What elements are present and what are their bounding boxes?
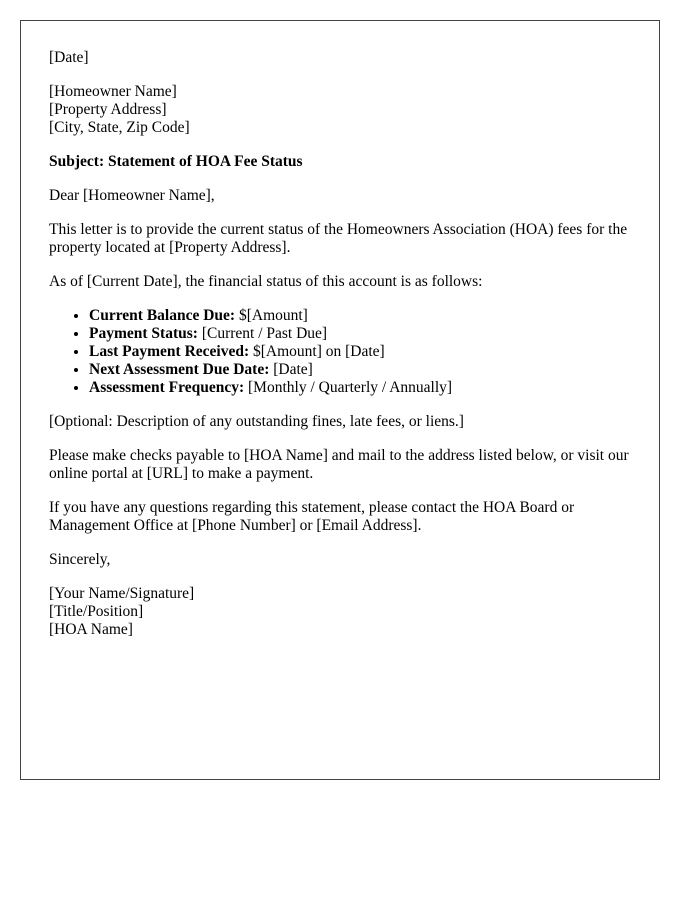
status-value: [Date] xyxy=(269,361,313,378)
signature-organization: [HOA Name] xyxy=(49,621,133,638)
signature-block xyxy=(49,585,631,639)
letter-page xyxy=(20,20,660,780)
recipient-address: [Property Address] xyxy=(49,101,167,118)
status-label: Payment Status: xyxy=(89,325,198,342)
letter-date: [Date] xyxy=(49,49,89,66)
status-value: [Monthly / Quarterly / Annually] xyxy=(244,379,453,396)
closing: Sincerely, xyxy=(49,551,111,568)
salutation: Dear [Homeowner Name], xyxy=(49,187,215,204)
status-item-last-payment xyxy=(89,343,631,361)
status-item-next-due-date xyxy=(89,361,631,379)
recipient-city-state-zip: [City, State, Zip Code] xyxy=(49,119,190,136)
status-value: [Current / Past Due] xyxy=(197,325,328,342)
status-value: $[Amount] xyxy=(235,307,308,324)
status-intro: As of [Current Date], the financial status of this account is as follows: xyxy=(49,273,483,290)
intro-paragraph: This letter is to provide the current status of the Homeowners Association (HOA) fees for the property located at [Property Address]. xyxy=(49,221,628,256)
status-label: Next Assessment Due Date: xyxy=(89,361,270,378)
questions-paragraph: If you have any questions regarding this statement, please contact the HOA Board or Management Office at [Phone Number] or [Email Address]. xyxy=(49,499,575,534)
status-label: Current Balance Due: xyxy=(89,307,236,324)
status-item-current-balance xyxy=(89,307,631,325)
recipient-block xyxy=(49,83,631,137)
status-value: $[Amount] on [Date] xyxy=(249,343,385,360)
letter-subject: Subject: Statement of HOA Fee Status xyxy=(49,153,303,170)
optional-note: [Optional: Description of any outstanding fines, late fees, or liens.] xyxy=(49,413,464,430)
status-item-payment-status xyxy=(89,325,631,343)
payment-instructions: Please make checks payable to [HOA Name] and mail to the address listed below, or visit our online portal at [URL] to make a payment. xyxy=(49,447,629,482)
recipient-name: [Homeowner Name] xyxy=(49,83,177,100)
signature-name: [Your Name/Signature] xyxy=(49,585,195,602)
status-list xyxy=(49,307,631,397)
status-item-frequency xyxy=(89,379,631,397)
status-label: Last Payment Received: xyxy=(89,343,250,360)
signature-title: [Title/Position] xyxy=(49,603,144,620)
status-label: Assessment Frequency: xyxy=(89,379,245,396)
